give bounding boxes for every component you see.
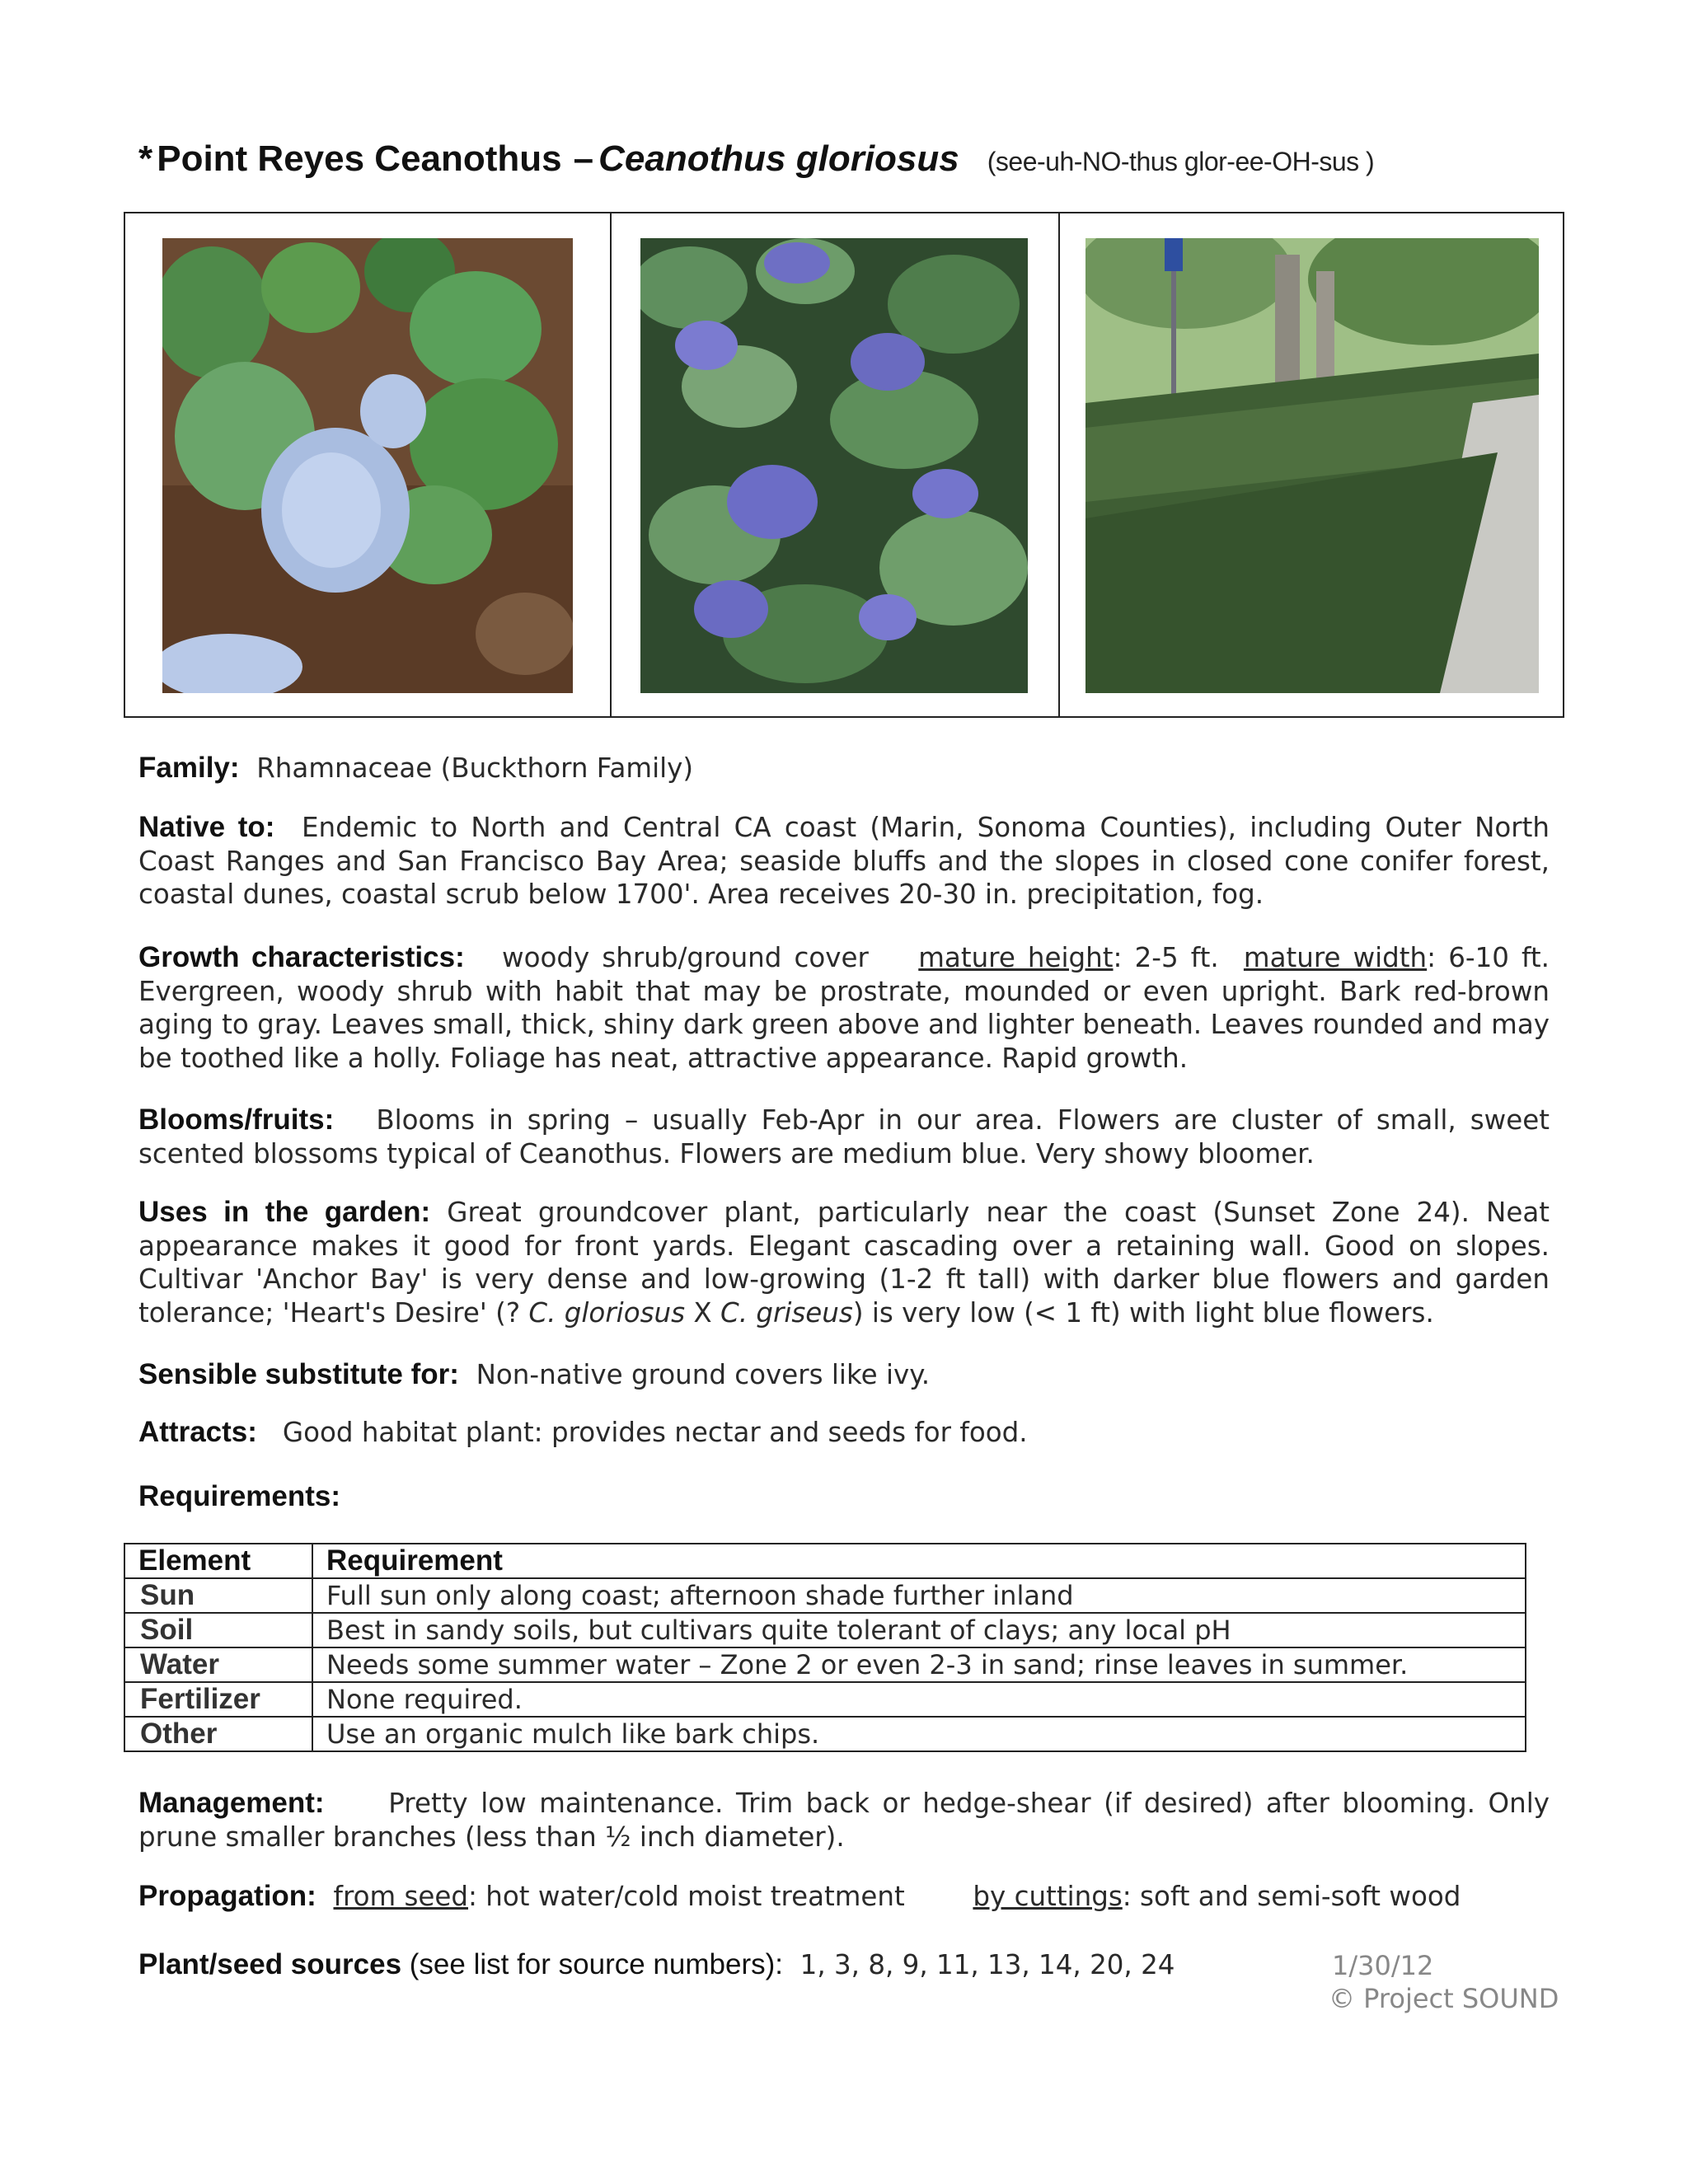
photo-divider <box>1058 213 1060 716</box>
section-propagation <box>138 1880 1550 1914</box>
element-cell: Fertilizer <box>124 1682 312 1717</box>
requirement-cell: None required. <box>312 1682 1526 1717</box>
table-header: Requirement <box>312 1544 1526 1578</box>
cuttings-label: by cuttings <box>973 1881 1123 1912</box>
section-family <box>138 752 1550 785</box>
element-cell: Sun <box>124 1578 312 1613</box>
uses-text-a: Great groundcover plant, particularly near the coast (Sunset Zone 24). Neat appearance makes it good for front yards. Elegant cascading over a retaining wall. Good on slopes. Cultivar 'Anchor Bay' is very dense and low-growing (1-2 ft tall) with darker blue flowers and garden tolerance; 'Heart's Desire' (? <box>138 1197 1550 1329</box>
requirements-table <box>124 1543 1526 1752</box>
growth-text: Evergreen, woody shrub with habit that may be prostrate, mounded or even upright. Bark red-brown aging to gray. Leaves small, thick, shiny dark green above and lighter beneath. Leaves rounded and may be toothed like a holly. Foliage has neat, attractive appearance. Rapid growth. <box>138 975 1550 1074</box>
element-cell: Water <box>124 1647 312 1682</box>
common-name: Point Reyes Ceanothus <box>157 138 562 179</box>
seed-text: : hot water/cold moist treatment <box>468 1881 905 1912</box>
table-header: Element <box>124 1544 312 1578</box>
section-sources <box>138 1948 1309 1982</box>
table-row <box>124 1578 1526 1613</box>
table-row <box>124 1717 1526 1751</box>
table-row <box>124 1613 1526 1647</box>
uses-text-b: ) is very low (< 1 ft) with light blue flowers. <box>852 1296 1434 1329</box>
requirements-label: Requirements: <box>138 1480 341 1512</box>
native-label: Native to: <box>138 811 275 843</box>
page-title <box>138 138 1374 180</box>
management-label: Management: <box>138 1787 325 1819</box>
species-2: C. griseus <box>720 1296 853 1329</box>
element-cell: Soil <box>124 1613 312 1647</box>
cuttings-text: : soft and semi-soft wood <box>1122 1881 1461 1912</box>
photo-strip <box>124 212 1564 718</box>
substitute-text: Non-native ground covers like ivy. <box>476 1359 931 1390</box>
requirement-cell: Needs some summer water – Zone 2 or even 2-3 in sand; rinse leaves in summer. <box>312 1647 1526 1682</box>
section-requirements <box>138 1480 1550 1514</box>
growth-habit: woody shrub/ground cover <box>502 942 869 973</box>
blooms-text: Blooms in spring – usually Feb-Apr in our area. Flowers are cluster of small, sweet scented blossoms typical of Ceanothus. Flowers are medium blue. Very showy bloomer. <box>138 1104 1550 1169</box>
sources-note: (see list for source numbers): <box>401 1948 783 1980</box>
section-management <box>138 1787 1550 1854</box>
height-label: mature height <box>918 942 1114 973</box>
revision-date: 1/30/12 <box>1332 1950 1434 1981</box>
title-marker: * <box>138 138 153 179</box>
section-native <box>138 811 1550 912</box>
table-row <box>124 1682 1526 1717</box>
management-text: Pretty low maintenance. Trim back or hedge-shear (if desired) after blooming. Only prune smaller branches (less than ½ inch diameter). <box>138 1788 1550 1853</box>
family-label: Family: <box>138 752 240 784</box>
species-1: C. gloriosus <box>528 1296 686 1329</box>
propagation-label: Propagation: <box>138 1880 316 1912</box>
family-text: Rhamnaceae (Buckthorn Family) <box>256 752 694 784</box>
requirement-cell: Full sun only along coast; afternoon shade further inland <box>312 1578 1526 1613</box>
section-attracts <box>138 1416 1550 1450</box>
requirement-cell: Use an organic mulch like bark chips. <box>312 1717 1526 1751</box>
uses-label: Uses in the garden: <box>138 1196 431 1228</box>
photo-divider <box>610 213 612 716</box>
height-value: : 2-5 ft. <box>1113 942 1219 973</box>
title-dash: – <box>573 138 594 179</box>
substitute-label: Sensible substitute for: <box>138 1358 459 1390</box>
photo-flower-closeup <box>162 238 573 693</box>
blooms-label: Blooms/fruits: <box>138 1104 335 1136</box>
scientific-name: Ceanothus gloriosus <box>598 138 959 179</box>
sources-numbers: 1, 3, 8, 9, 11, 13, 14, 20, 24 <box>799 1949 1175 1980</box>
element-cell: Other <box>124 1717 312 1751</box>
width-label: mature width <box>1243 942 1428 973</box>
requirement-cell: Best in sandy soils, but cultivars quite tolerant of clays; any local pH <box>312 1613 1526 1647</box>
cross-sign: X <box>685 1296 720 1329</box>
section-substitute <box>138 1358 1550 1392</box>
section-uses <box>138 1196 1550 1329</box>
section-growth <box>138 941 1550 1075</box>
sources-label: Plant/seed sources <box>138 1948 402 1980</box>
photo-hedge-planting <box>1085 238 1539 693</box>
photo-flowering-branch <box>640 238 1028 693</box>
seed-label: from seed <box>333 1881 469 1912</box>
copyright-notice: © Project SOUND <box>1329 1983 1559 2014</box>
section-blooms <box>138 1104 1550 1170</box>
attracts-text: Good habitat plant: provides nectar and seeds for food. <box>282 1417 1028 1448</box>
attracts-label: Attracts: <box>138 1416 257 1448</box>
table-row <box>124 1647 1526 1682</box>
width-value: : 6-10 ft. <box>1427 942 1550 973</box>
pronunciation: (see-uh-NO-thus glor-ee-OH-sus ) <box>987 147 1375 176</box>
native-text: Endemic to North and Central CA coast (Marin, Sonoma Counties), including Outer North Coast Ranges and San Francisco Bay Area; seaside bluffs and the slopes in closed cone conifer forest, coastal dunes, coastal scrub below 1700'. Area receives 20-30 in. precipitation, fog. <box>138 812 1550 910</box>
table-header-row <box>124 1544 1526 1578</box>
growth-label: Growth characteristics: <box>138 941 465 973</box>
